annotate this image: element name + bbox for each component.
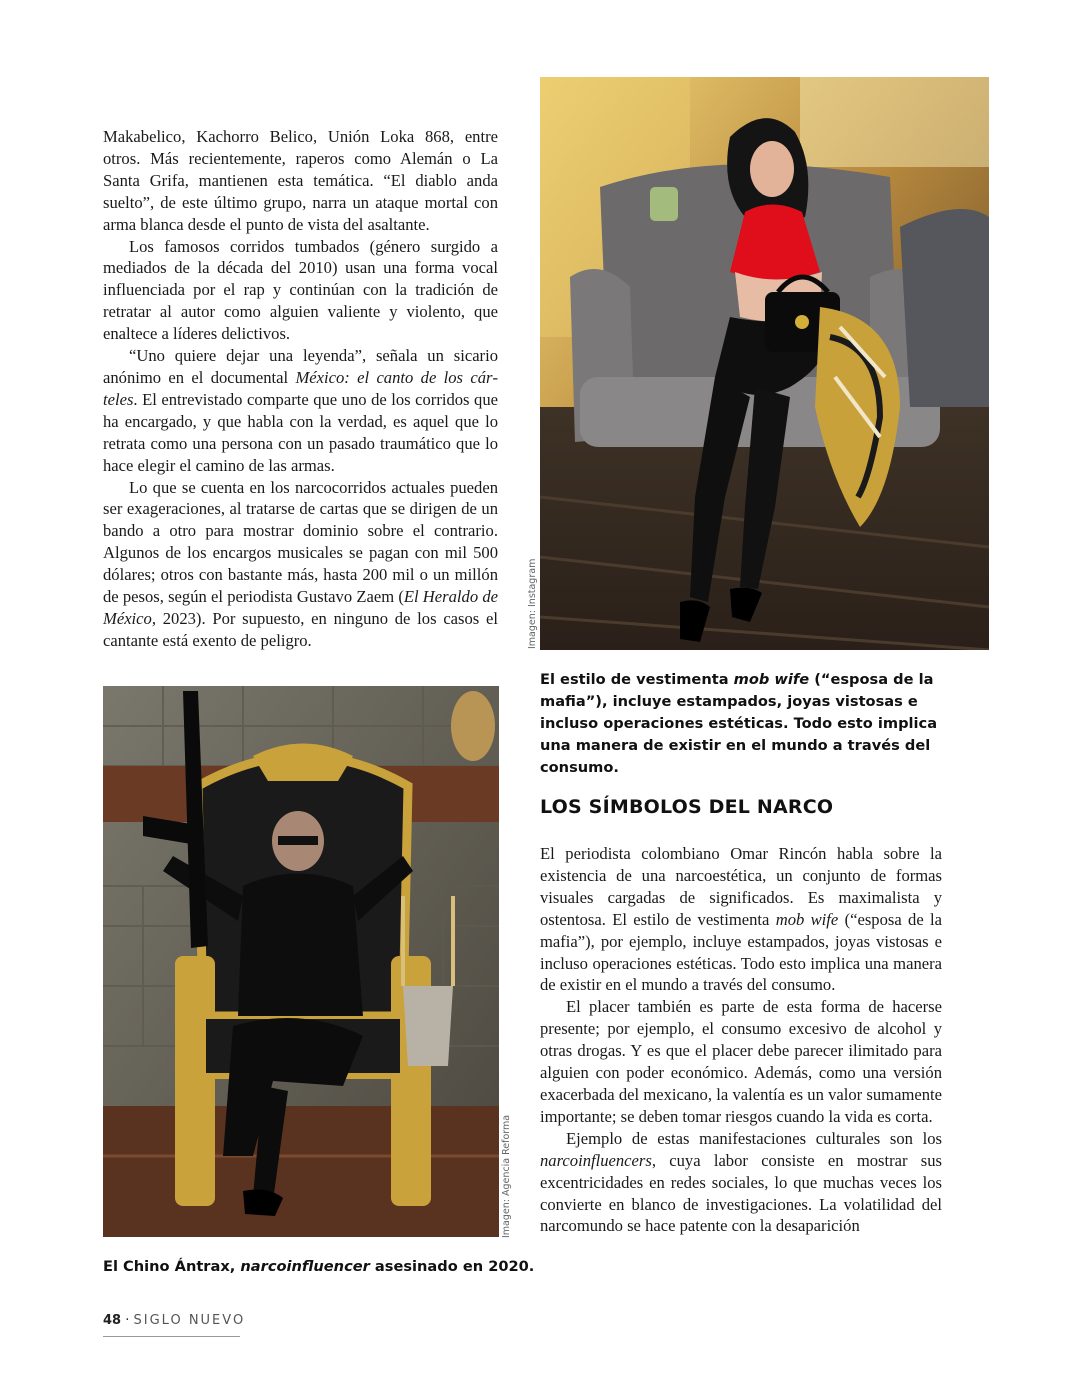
photo-mob-wife (540, 77, 989, 650)
paragraph: Makabelico, Kachorro Belico, Unión Loka 868, entre otros. Más recientemente, raperos como Alemán o La Santa Grifa, mantienen esta temática. “El diablo anda suelto”, de este último grupo, narra un ataque mortal con arma blanca desde el punto de vista del asaltante. (103, 127, 498, 234)
text-run: (“esposa de la mafia”), por ejemplo, incluye estampados, joyas vistosas e incluso operaciones estéticas. Todo esto implica una manera de existir en el mundo a través del consumo. (540, 909, 942, 995)
paragraph (103, 345, 498, 476)
term: narcoinfluencers (540, 1150, 652, 1170)
paragraph: Los famosos corridos tumbados (género surgido a mediados de la década del 2010) usan una forma vocal influenciada por el rap y continúan con la tradición de retratar al autor como alguien valiente y violento, que enaltece a líderes delictivos. (103, 236, 498, 344)
caption-term: mob wife (733, 671, 810, 688)
photo-credit: Imagen: Instagram (527, 558, 538, 649)
text-run: , cuya labor consiste en mostrar sus excentricidades en redes sociales, lo que muchas veces los convierte en blanco de investigaciones. La volatilidad del narcomundo se hace patente con la desaparición (540, 1150, 942, 1236)
paragraph: El placer también es parte de esta forma de hacerse presente; por ejemplo, el consumo excesivo de alcohol y otras drogas. Y es que el placer debe parecer ilimitado para alguien con poder económico. Además, como una versión exacerbada del mexicano, la valentía es un valor sumamente importante; se deben tomar riesgos cuando la vida es corta. (540, 997, 942, 1126)
source-title: El Heraldo de México (103, 587, 498, 628)
text-run: Lo que se cuenta en los narcocorridos actuales pueden ser exageraciones, al tratarse de cartas que se dirigen de un bando a otro para mostrar dominio sobre el contrario. Algunos de los encargos musicales se pagan con mil 500 dólares; otros con bastante más, hasta 200 mil o un millón de pesos, según el periodista Gustavo Zaem ( (103, 477, 498, 607)
documentary-title: México: el canto de los cárteles (103, 367, 498, 409)
paragraph (103, 477, 498, 652)
footer-separator: · (125, 1313, 130, 1328)
caption-text: (“esposa de la mafia”), incluye estampados, joyas vistosas e incluso operaciones estéticas. Todo esto implica una manera de existir en el mundo a través del consumo. (540, 671, 938, 776)
text-run: Ejemplo de estas manifestaciones culturales son los (566, 1128, 942, 1148)
section-heading: LOS SÍMBOLOS DEL NARCO (540, 796, 834, 818)
caption-term: narcoinfluencer (240, 1258, 370, 1275)
caption-text: El estilo de vestimenta (540, 671, 734, 688)
page-number: 48 (103, 1313, 122, 1328)
text-run: , 2023). Por supuesto, en ninguno de los casos el cantante está exento de peligro. (103, 608, 498, 650)
photo-throne (103, 686, 499, 1237)
paragraph (540, 1128, 942, 1238)
page-footer (103, 1313, 245, 1328)
photo-mob-wife-illustration (540, 77, 989, 650)
article-right-column (540, 843, 942, 1237)
caption-text: asesinado en 2020. (369, 1258, 535, 1275)
photo-caption (540, 669, 960, 779)
caption-text: El Chino Ántrax, (103, 1258, 241, 1275)
paragraph (540, 843, 942, 996)
photo-credit: Imagen: Agencia Reforma (501, 1114, 512, 1238)
footer-rule (103, 1336, 240, 1337)
term: mob wife (775, 909, 839, 929)
magazine-name: SIGLO NUEVO (133, 1313, 246, 1328)
text-run: . El entrevistado comparte que uno de los corridos que ha encargado, y que habla con la verdad, es aquel que lo retrata como una persona con un pasado traumático que lo hace elegir el camino de las armas. (103, 389, 498, 475)
text-run: El periodista colombiano Omar Rincón habla sobre la existencia de una narcoestética, un conjunto de formas visuales cargadas de significados. Es maximalista y ostentosa. El estilo de vestimenta (540, 844, 942, 929)
photo-throne-illustration (103, 686, 499, 1237)
photo-caption (103, 1256, 535, 1278)
text-run: “Uno quiere dejar una leyenda”, señala un sicario anónimo en el documental (103, 346, 498, 387)
article-left-column (103, 126, 498, 652)
